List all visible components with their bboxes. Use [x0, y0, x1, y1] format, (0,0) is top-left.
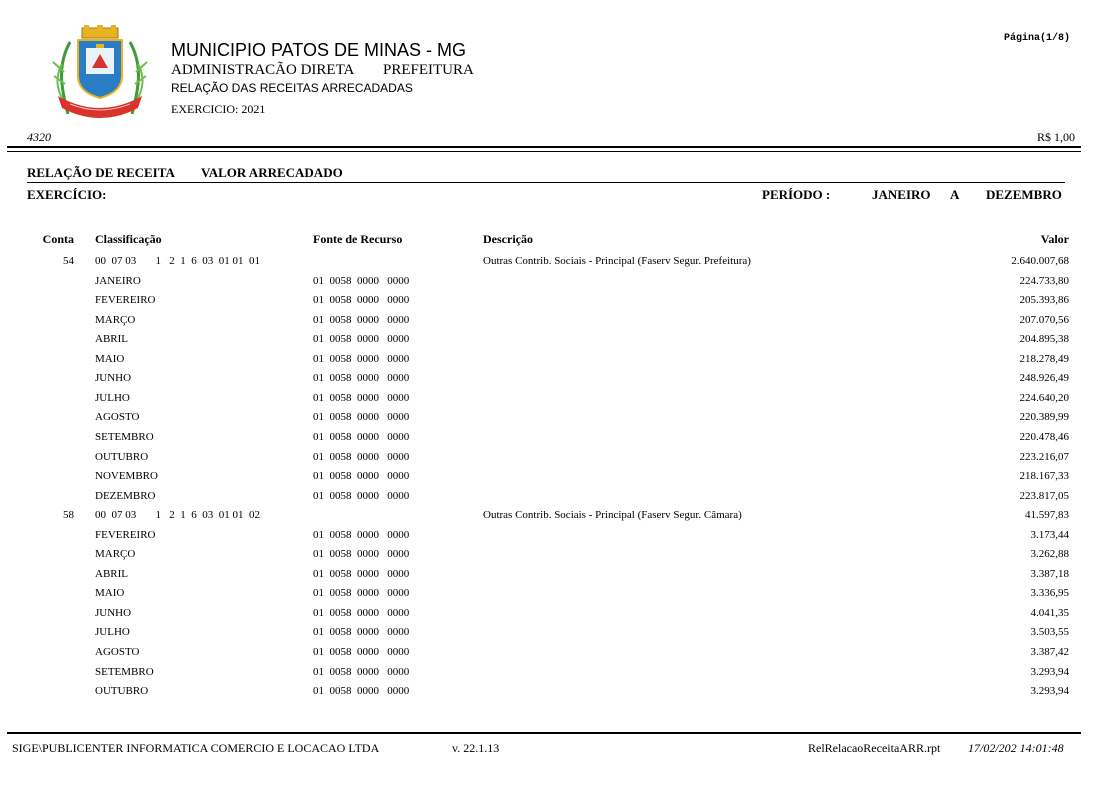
- currency-unit: R$ 1,00: [1037, 130, 1076, 144]
- cell-fonte: 01 0058 0000 0000: [313, 646, 410, 658]
- municipal-coat-of-arms: [50, 24, 150, 124]
- exercicio-label: EXERCICIO: 2021: [171, 102, 266, 116]
- table-row: [0, 666, 1115, 685]
- cell-valor: 3.262,88: [1030, 548, 1069, 561]
- cell-valor: 207.070,56: [1019, 313, 1069, 326]
- cell-classificacao: OUTUBRO: [95, 685, 149, 698]
- cell-classificacao: DEZEMBRO: [95, 489, 156, 502]
- cell-valor: 224.640,20: [1019, 391, 1069, 404]
- cell-valor: 3.293,94: [1030, 665, 1069, 678]
- table-row: [0, 626, 1115, 645]
- cell-classificacao: 00 07 03 1 2 1 6 03 01 01 01: [95, 255, 260, 267]
- cell-classificacao: JUNHO: [95, 606, 132, 619]
- cell-valor: 3.387,42: [1030, 646, 1069, 658]
- cell-classificacao: ABRIL: [95, 567, 128, 580]
- cell-fonte: 01 0058 0000 0000: [313, 294, 410, 307]
- cell-descricao: Outras Contrib. Sociais - Principal (Faserv Segur. Câmara): [483, 509, 742, 522]
- table-row: [0, 548, 1115, 567]
- subheader-rule: [27, 182, 1065, 183]
- report-code: 4320: [27, 130, 51, 144]
- table-row: [0, 587, 1115, 606]
- cell-classificacao: MAIO: [95, 587, 125, 600]
- header-rule-bottom: [7, 151, 1081, 152]
- table-row: [0, 646, 1115, 665]
- periodo-fim: DEZEMBRO: [986, 187, 1062, 202]
- footer-versao: v. 22.1.13: [452, 741, 500, 755]
- cell-valor: 3.503,55: [1030, 626, 1069, 639]
- cell-valor: 218.167,33: [1019, 470, 1069, 483]
- cell-fonte: 01 0058 0000 0000: [313, 313, 410, 326]
- exercicio-field-label: EXERCÍCIO:: [27, 187, 107, 202]
- cell-fonte: 01 0058 0000 0000: [313, 411, 410, 424]
- cell-fonte: 01 0058 0000 0000: [313, 333, 410, 346]
- header-rule-top: [7, 146, 1081, 148]
- table-row: [0, 372, 1115, 391]
- cell-fonte: 01 0058 0000 0000: [313, 587, 410, 600]
- cell-valor: 220.389,99: [1019, 411, 1069, 424]
- table-row: [0, 568, 1115, 587]
- cell-classificacao: AGOSTO: [95, 411, 140, 424]
- cell-fonte: 01 0058 0000 0000: [313, 352, 410, 365]
- footer-rule: [7, 732, 1081, 734]
- table-row: [0, 255, 1115, 274]
- table-row: [0, 509, 1115, 528]
- table-header: [0, 232, 1115, 251]
- table-row: [0, 314, 1115, 333]
- cell-fonte: 01 0058 0000 0000: [313, 567, 410, 580]
- cell-valor: 223.817,05: [1019, 489, 1069, 502]
- cell-classificacao: 00 07 03 1 2 1 6 03 01 01 02: [95, 509, 260, 522]
- footer-empresa: SIGE\PUBLICENTER INFORMATICA COMERCIO E LOCACAO LTDA: [12, 741, 380, 755]
- cell-valor: 4.041,35: [1030, 606, 1069, 619]
- cell-classificacao: OUTUBRO: [95, 450, 149, 463]
- footer-data-hora: 17/02/202 14:01:48: [968, 741, 1064, 755]
- valor-arrecadado-label: VALOR ARRECADADO: [201, 165, 343, 180]
- table-row: [0, 490, 1115, 509]
- cell-valor: 3.336,95: [1030, 587, 1069, 600]
- periodo-inicio: JANEIRO: [872, 187, 931, 202]
- cell-valor: 224.733,80: [1019, 274, 1069, 287]
- footer-arquivo: RelRelacaoReceitaARR.rpt: [808, 741, 941, 755]
- cell-valor: 41.597,83: [1025, 509, 1069, 522]
- cell-fonte: 01 0058 0000 0000: [313, 274, 410, 287]
- relatorio-title: RELAÇÃO DAS RECEITAS ARRECADADAS: [171, 81, 413, 95]
- cell-fonte: 01 0058 0000 0000: [313, 450, 410, 463]
- cell-classificacao: JANEIRO: [95, 274, 141, 287]
- cell-valor: 205.393,86: [1019, 294, 1069, 307]
- cell-classificacao: FEVEREIRO: [95, 294, 156, 307]
- table-row: [0, 411, 1115, 430]
- table-row: [0, 470, 1115, 489]
- col-classificacao: Classificação: [95, 232, 162, 246]
- cell-valor: 218.278,49: [1019, 352, 1069, 365]
- table-row: [0, 431, 1115, 450]
- cell-classificacao: NOVEMBRO: [95, 470, 158, 483]
- col-valor: Valor: [1040, 232, 1069, 246]
- relacao-label: RELAÇÃO DE RECEITA: [27, 165, 175, 180]
- cell-fonte: 01 0058 0000 0000: [313, 372, 410, 385]
- cell-fonte: 01 0058 0000 0000: [313, 391, 410, 404]
- cell-fonte: 01 0058 0000 0000: [313, 489, 410, 502]
- cell-valor: 3.387,18: [1030, 567, 1069, 580]
- periodo-separator: A: [950, 187, 960, 202]
- administracao-label: ADMINISTRACÃO DIRETA: [171, 62, 355, 78]
- col-fonte: Fonte de Recurso: [313, 232, 403, 246]
- table-row: [0, 353, 1115, 372]
- cell-valor: 3.293,94: [1030, 685, 1069, 698]
- cell-valor: 204.895,38: [1019, 333, 1069, 346]
- cell-fonte: 01 0058 0000 0000: [313, 626, 410, 639]
- cell-classificacao: SETEMBRO: [95, 665, 154, 678]
- cell-classificacao: FEVEREIRO: [95, 528, 156, 541]
- orgao-label: PREFEITURA: [383, 62, 474, 78]
- table-row: [0, 607, 1115, 626]
- col-conta: Conta: [42, 232, 74, 246]
- cell-classificacao: ABRIL: [95, 333, 128, 346]
- table-row: [0, 275, 1115, 294]
- col-descricao: Descrição: [483, 232, 533, 246]
- cell-classificacao: MARÇO: [95, 548, 136, 561]
- page-number: Página(1/8): [1004, 33, 1071, 44]
- municipio-title: MUNICIPIO PATOS DE MINAS - MG: [171, 40, 467, 60]
- cell-valor: 223.216,07: [1019, 450, 1069, 463]
- cell-classificacao: JUNHO: [95, 372, 132, 385]
- table-row: [0, 392, 1115, 411]
- cell-classificacao: SETEMBRO: [95, 430, 154, 443]
- cell-descricao: Outras Contrib. Sociais - Principal (Faserv Segur. Prefeitura): [483, 255, 751, 267]
- cell-valor: 220.478,46: [1019, 430, 1069, 443]
- cell-valor: 3.173,44: [1030, 528, 1069, 541]
- cell-conta: 58: [63, 509, 74, 522]
- cell-classificacao: MARÇO: [95, 313, 136, 326]
- cell-classificacao: AGOSTO: [95, 646, 140, 658]
- cell-fonte: 01 0058 0000 0000: [313, 606, 410, 619]
- cell-classificacao: MAIO: [95, 352, 125, 365]
- cell-fonte: 01 0058 0000 0000: [313, 685, 410, 698]
- table-row: [0, 529, 1115, 548]
- cell-fonte: 01 0058 0000 0000: [313, 528, 410, 541]
- cell-fonte: 01 0058 0000 0000: [313, 548, 410, 561]
- cell-classificacao: JULHO: [95, 626, 130, 639]
- table-row: [0, 333, 1115, 352]
- cell-fonte: 01 0058 0000 0000: [313, 430, 410, 443]
- cell-fonte: 01 0058 0000 0000: [313, 470, 410, 483]
- table-row: [0, 685, 1115, 704]
- table-row: [0, 451, 1115, 470]
- periodo-label: PERÍODO :: [762, 187, 831, 202]
- cell-valor: 2.640.007,68: [1011, 255, 1069, 267]
- cell-valor: 248.926,49: [1019, 372, 1069, 385]
- cell-conta: 54: [63, 255, 74, 267]
- cell-fonte: 01 0058 0000 0000: [313, 665, 410, 678]
- table-row: [0, 294, 1115, 313]
- cell-classificacao: JULHO: [95, 391, 130, 404]
